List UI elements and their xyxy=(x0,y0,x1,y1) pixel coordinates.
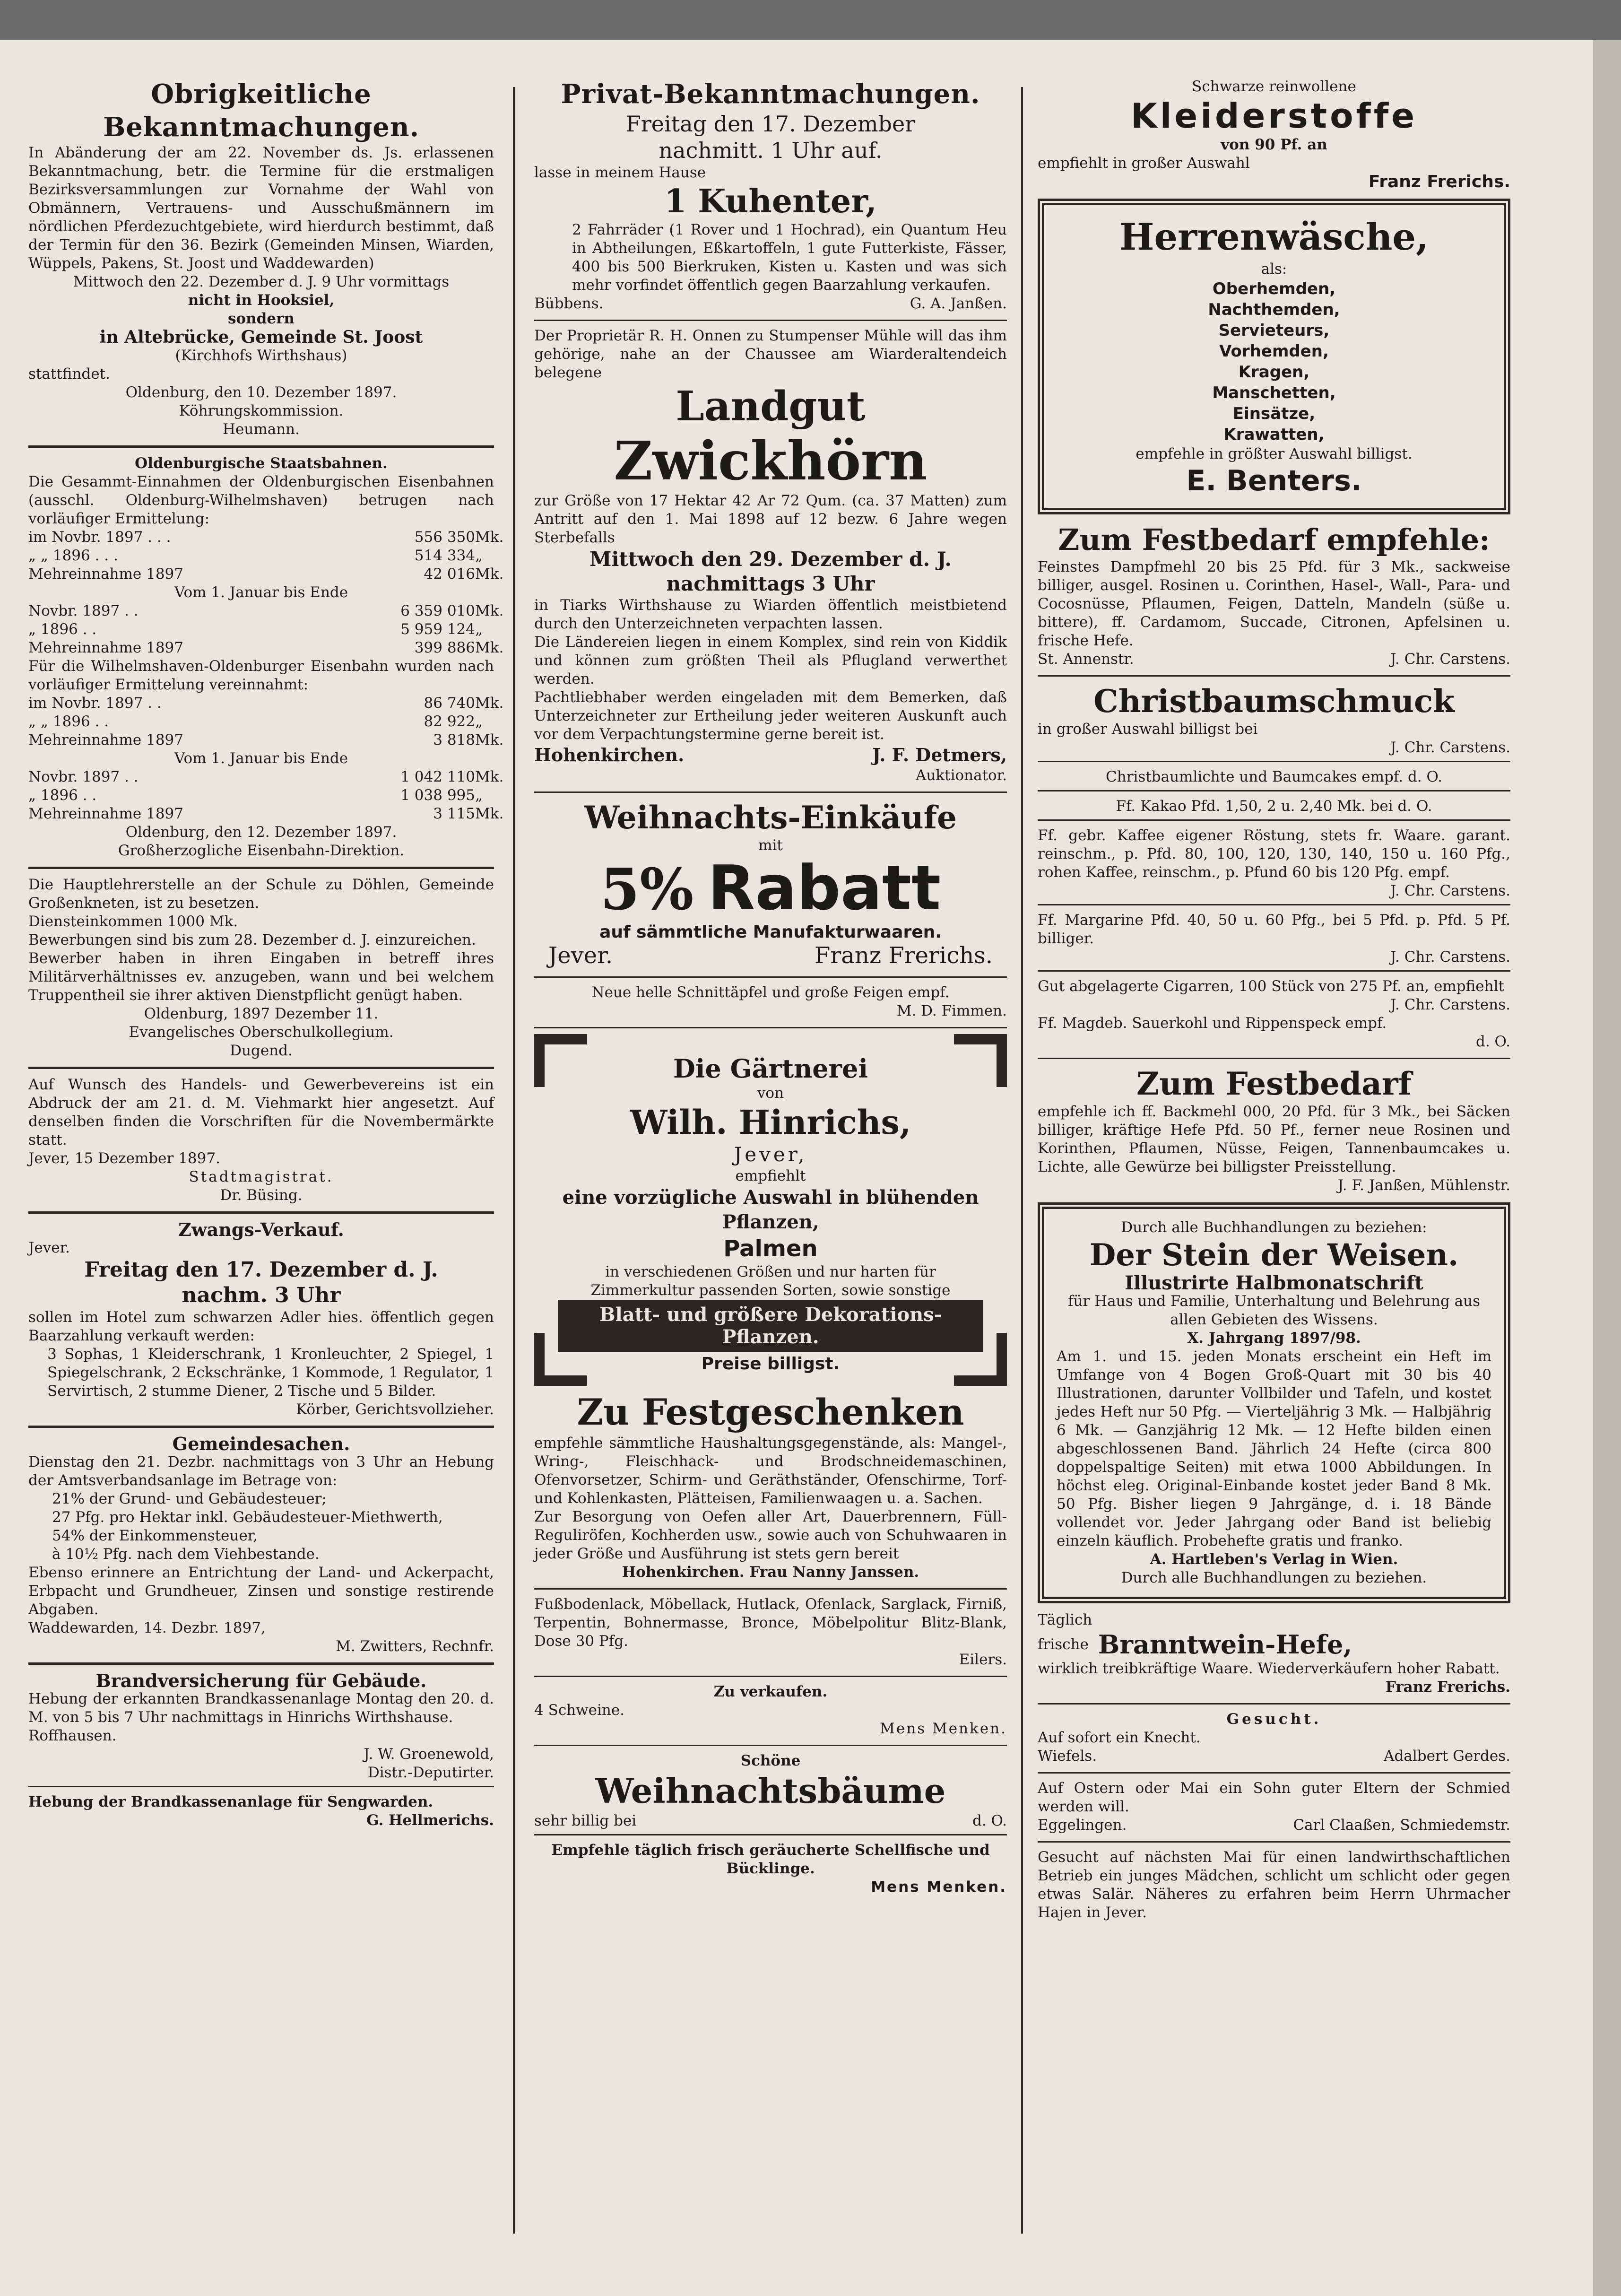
discount-percent: 5% xyxy=(600,856,694,923)
linen-ad xyxy=(1038,199,1510,514)
divider xyxy=(534,1745,1007,1746)
discount-with: mit xyxy=(758,837,783,854)
nursery-line: eine vorzügliche Auswahl in blühenden Pflanzen, xyxy=(562,1186,979,1233)
notice-signature: G. Hellmerichs. xyxy=(366,1812,494,1829)
notice-signature: M. Zwitters, Rechnfr. xyxy=(336,1638,494,1655)
column-rule xyxy=(513,87,515,2234)
notice-body: Dienstag den 21. Dezbr. nachmittags von 3 Uhr an Hebung der Amtsverbandsanlage im Betrage von: xyxy=(28,1453,494,1489)
wanted-title: Gesucht. xyxy=(1226,1711,1322,1728)
revenue-label: „ „ 1896 . . xyxy=(28,713,109,730)
divider xyxy=(28,445,494,448)
trees-title: Weihnachtsbäume xyxy=(595,1771,946,1811)
estate-lease-ad xyxy=(534,327,1007,785)
notice-place: Oldenburg, 1897 Dezember 11. xyxy=(144,1005,379,1022)
wanted-ad xyxy=(1038,1710,1510,1765)
notice-signature: Heumann. xyxy=(222,421,300,438)
notice-line: 21% der Grund- und Gebäudesteuer; xyxy=(52,1490,327,1507)
section-title: Oldenburgische Staatsbahnen. xyxy=(135,455,388,472)
notice-line: Vom 1. Januar bis Ende xyxy=(174,750,348,767)
divider xyxy=(28,1426,494,1428)
newspaper-page xyxy=(0,40,1593,2296)
festive-supplies-ad-2 xyxy=(1038,1065,1510,1195)
estate-name: Zwickhörn xyxy=(614,430,928,492)
discount-subtitle: auf sämmtliche Manufakturwaaren. xyxy=(599,922,942,942)
maid-ad xyxy=(1038,1848,1510,1922)
notice-signature: d. O. xyxy=(972,1812,1007,1829)
notice-signature: M. D. Fimmen. xyxy=(896,1002,1007,1019)
notice-place: Hohenkirchen. xyxy=(534,744,685,765)
nursery-town: Jever, xyxy=(734,1143,807,1166)
linen-list xyxy=(1057,278,1491,445)
notice-body: Die Hauptlehrerstelle an der Schule zu Döhlen, Gemeinde Großenkneten, ist zu besetzen. xyxy=(28,876,494,912)
linen-as: als: xyxy=(1261,261,1287,278)
revenue-amount: 42 016 xyxy=(424,565,475,583)
notice-body: Ebenso erinnere an Entrichtung der Land- und Ackerpacht, Erbpacht und Grundheuer, Zinsen und sonstige restirende Abgaben. xyxy=(28,1564,494,1618)
divider xyxy=(534,1676,1007,1677)
notice-body: sollen im Hotel zum schwarzen Adler hies. öffentlich gegen Baarzahlung verkauft werden: xyxy=(28,1309,494,1344)
notice-signature: J. W. Groenewold, xyxy=(364,1746,494,1763)
magazine-title: Der Stein der Weisen. xyxy=(1089,1237,1459,1273)
notice-line: Vom 1. Januar bis Ende xyxy=(174,584,348,601)
fabric-pre: Schwarze reinwollene xyxy=(1192,78,1356,95)
signature-row xyxy=(534,295,1007,313)
trees-ad xyxy=(534,1752,1007,1896)
notice-signature: Eilers. xyxy=(959,1651,1007,1668)
railway-notice xyxy=(28,454,504,860)
divider xyxy=(28,1786,494,1787)
notice-body: Bewerber haben in ihren Eingaben in betreff ihres Militärverhältnisses ev. anzugeben, wann und bei welchem Truppentheil sie ihrer aktiven Dienstpflicht genügt haben. xyxy=(28,950,494,1004)
divider xyxy=(534,1588,1007,1590)
revenue-row xyxy=(28,786,494,805)
sale-date: Freitag den 17. Dezember d. J. xyxy=(84,1258,438,1282)
nursery-ad xyxy=(534,1034,1007,1386)
magazine-ad xyxy=(1038,1202,1510,1603)
revenue-amount: 5 959 124 xyxy=(400,621,475,638)
forced-sale xyxy=(28,1220,494,1419)
revenue-label: im Novbr. 1897 . . xyxy=(28,695,162,712)
notice-signature: Köhrungskommission. xyxy=(179,402,344,419)
fabric-price: von 90 Pf. an xyxy=(1221,136,1327,153)
revenue-row xyxy=(28,713,494,731)
notice-body: 3 Sophas, 1 Kleiderschrank, 1 Kronleuchter, 2 Spiegel, 1 Spiegelschrank, 2 Eckschränke, 1 Kommode, 1 Regulator, 1 Servirtisch, 2 stumme Diener, 2 Tische und 5 Bilder. xyxy=(47,1346,494,1400)
notice-signature: J. Chr. Carstens. xyxy=(1390,996,1510,1013)
notice-place: Jever. xyxy=(548,942,613,969)
nursery-owner: Wilh. Hinrichs, xyxy=(630,1103,911,1142)
festive-title: Zum Festbedarf empfehle: xyxy=(1058,522,1490,557)
revenue-table xyxy=(28,528,504,583)
linen-item: Einsätze, xyxy=(1232,404,1316,423)
revenue-amount: 514 334 xyxy=(414,547,475,564)
notice-body: Diensteinkommen 1000 Mk. xyxy=(28,913,238,930)
nursery-line: von xyxy=(757,1085,784,1102)
teacher-vacancy xyxy=(28,876,494,1060)
notice-signature: J. F. Janßen, Mühlenstr. xyxy=(1337,1177,1510,1194)
notice-signature: J. F. Detmers, xyxy=(872,744,1007,765)
revenue-unit: „ xyxy=(475,547,483,564)
notice-line: nicht in Hooksiel, xyxy=(188,292,335,309)
nursery-title: Die Gärtnerei xyxy=(673,1053,868,1084)
notice-body: Neue helle Schnittäpfel und große Feigen empf. xyxy=(591,984,950,1001)
nursery-banner: Blatt- und größere Dekorations-Pflanzen. xyxy=(558,1300,983,1352)
notice-signature: Franz Frerichs. xyxy=(1368,172,1510,191)
municipal-notice xyxy=(28,1435,494,1656)
revenue-amount: 86 740 xyxy=(424,695,475,712)
notice-line: Gut abgelagerte Cigarren, 100 Stück von 275 Pf. an, empfiehlt xyxy=(1038,978,1504,995)
divider xyxy=(1038,675,1510,677)
middle-column xyxy=(534,78,1007,2271)
divider xyxy=(1038,970,1510,972)
revenue-unit: Mk. xyxy=(475,602,504,619)
notice-signature: Evangelisches Oberschulkollegium. xyxy=(129,1024,394,1041)
revenue-row xyxy=(28,639,504,657)
fabric-title: Kleiderstoffe xyxy=(1130,96,1418,136)
divider xyxy=(1038,819,1510,821)
notice-signature: E. Benters. xyxy=(1186,464,1362,497)
divider xyxy=(534,1834,1007,1835)
revenue-amount: 82 922 xyxy=(424,713,475,730)
notice-signature: Auktionator. xyxy=(915,767,1007,784)
notice-line: 27 Pfg. pro Hektar inkl. Gebäudesteuer-Miethwerth, xyxy=(52,1509,443,1526)
notice-signature: Dr. Büsing. xyxy=(220,1187,303,1204)
notice-signature: Mens Menken. xyxy=(880,1720,1007,1737)
page-edge xyxy=(1593,40,1621,2296)
linen-title: Herrenwäsche, xyxy=(1119,216,1429,259)
revenue-label: Mehreinnahme 1897 xyxy=(28,639,183,656)
notice-line: (Kirchhofs Wirthshaus) xyxy=(175,347,347,364)
notice-body: Die Gesammt-Einnahmen der Oldenburgischen Eisenbahnen (ausschl. Oldenburg-Wilhelmshaven) betrugen nach vorläufiger Ermittelung: xyxy=(28,473,494,527)
section-title: Obrigkeitliche Bekanntmachungen. xyxy=(103,78,420,143)
revenue-amount: 3 818 xyxy=(433,731,475,748)
notice-body: Fußbodenlack, Möbellack, Hutlack, Ofenlack, Sarglack, Firniß, Terpentin, Bohnermasse, Bronce, Möbelpolitur Blitz-Blank, Dose 30 Pfg. xyxy=(534,1596,1007,1650)
notice-line: Christbaumlichte und Baumcakes empf. d. O. xyxy=(1106,768,1442,785)
lease-time: nachmittags 3 Uhr xyxy=(666,572,875,595)
magazine-foot: Durch alle Buchhandlungen zu beziehen. xyxy=(1121,1569,1427,1586)
linen-item: Servieteurs, xyxy=(1218,321,1330,340)
revenue-amount: 3 115 xyxy=(433,805,475,822)
dress-fabric-ad xyxy=(1038,78,1510,191)
revenue-row xyxy=(28,620,494,639)
estate-title: Landgut xyxy=(676,383,866,430)
notice-line: à 10½ Pfg. nach dem Viehbestande. xyxy=(52,1546,320,1563)
revenue-table xyxy=(28,602,504,657)
notice-place: Oldenburg, den 10. Dezember 1897. xyxy=(125,384,397,401)
notice-body: sehr billig bei xyxy=(534,1812,637,1829)
notice-body: Hebung der erkannten Brandkassenanlage Montag den 20. d. M. von 5 bis 7 Uhr nachmittags in Hinrichs Wirthshause. xyxy=(28,1690,494,1726)
divider xyxy=(1038,1772,1510,1774)
revenue-row xyxy=(28,565,504,583)
divider xyxy=(534,1027,1007,1028)
nursery-line: empfiehlt xyxy=(735,1167,806,1184)
notice-body: Empfehle täglich frisch geräucherte Schellfische und Bücklinge. xyxy=(551,1842,990,1877)
notice-body: empfiehlt in großer Auswahl xyxy=(1038,155,1250,172)
notice-signature: J. Chr. Carstens. xyxy=(1390,651,1510,668)
notice-line: Ff. Margarine Pfd. 40, 50 u. 60 Pfg., bei 5 Pfd. p. Pfd. 5 Pf. billiger. xyxy=(1038,912,1510,947)
revenue-label: im Novbr. 1897 . . . xyxy=(28,529,171,546)
revenue-label: Novbr. 1897 . . xyxy=(28,768,139,785)
notice-body: Auf Wunsch des Handels- und Gewerbevereins ist ein Abdruck der am 21. d. M. Viehmarkt hier angesetzt. Auf denselben finden die Vorschriften für die Novembermärkte statt. xyxy=(28,1076,494,1148)
notice-signature: Stadtmagistrat. xyxy=(189,1168,334,1185)
signature-row xyxy=(534,941,1007,970)
notice-signature: Körber, Gerichtsvollzieher. xyxy=(296,1401,494,1418)
notice-body: empfehle ich ff. Backmehl 000, 20 Pfd. für 3 Mk., bei Säcken billiger, kräftige Hefe Pfd. 50 Pf., ferner neue Rosinen und Korinthen, Pflaumen, Nüsse, Feigen, Tannenbaumcakes u. Lichte, alle Gewürze bei billigster Preisstellung. xyxy=(1038,1103,1510,1175)
notice-body: Gesucht auf nächsten Mai für einen landwirthschaftlichen Betrieb ein junges Mädchen, schlicht um schlicht oder gegen etwas Salär. Näheres zu erfahren beim Herrn Uhrmacher Hajen in Jever. xyxy=(1038,1849,1510,1921)
official-notice xyxy=(28,78,494,439)
revenue-label: Mehreinnahme 1897 xyxy=(28,565,183,583)
revenue-label: Mehreinnahme 1897 xyxy=(28,731,183,748)
divider xyxy=(28,1211,494,1214)
gifts-title: Zu Festgeschenken xyxy=(577,1391,964,1433)
signature-row xyxy=(534,1812,1007,1830)
notice-signature: Carl Claaßen, Schmiedemstr. xyxy=(1293,1817,1510,1834)
notice-place: Oldenburg, den 12. Dezember 1897. xyxy=(125,824,397,841)
notice-line: Ff. Magdeb. Sauerkohl und Rippenspeck empf. xyxy=(1038,1015,1387,1032)
linen-item: Manschetten, xyxy=(1212,383,1336,402)
notice-signature: Distr.-Deputirter. xyxy=(367,1764,494,1781)
divider xyxy=(534,976,1007,978)
ornaments-title: Christbaumschmuck xyxy=(1093,683,1455,720)
revenue-amount: 1 038 995 xyxy=(400,787,475,804)
revenue-unit: Mk. xyxy=(475,529,504,546)
notice-signature: Franz Frerichs. xyxy=(1385,1679,1510,1696)
notice-body: in großer Auswahl billigst bei xyxy=(1038,721,1258,738)
notice-line: Täglich xyxy=(1038,1611,1092,1628)
signature-row xyxy=(1038,1816,1510,1835)
notice-signature: Großherzogliche Eisenbahn-Direktion. xyxy=(118,842,405,859)
left-column xyxy=(28,78,504,2271)
revenue-label: Mehreinnahme 1897 xyxy=(28,805,183,822)
magazine-publisher: A. Hartleben's Verlag in Wien. xyxy=(1150,1551,1398,1568)
magazine-subtitle: Illustrirte Halbmonatschrift xyxy=(1125,1272,1423,1294)
notice-line: frische xyxy=(1038,1635,1089,1653)
corner-ornament xyxy=(954,1333,1007,1386)
right-column xyxy=(1038,78,1510,2271)
nursery-palms: Palmen xyxy=(723,1235,818,1262)
revenue-label: „ „ 1896 . . . xyxy=(28,547,118,564)
revenue-unit: „ xyxy=(475,713,483,730)
revenue-row xyxy=(28,694,504,713)
corner-ornament xyxy=(534,1034,587,1087)
revenue-unit: Mk. xyxy=(475,639,504,656)
apprentice-ad xyxy=(1038,1779,1510,1835)
fire-insurance xyxy=(28,1671,494,1830)
divider xyxy=(1038,1841,1510,1843)
divider xyxy=(1038,1703,1510,1705)
fruit-ad xyxy=(534,983,1007,1020)
discount-line xyxy=(534,852,1007,924)
auction-item: 1 Kuhenter, xyxy=(664,183,877,220)
notice-body: 2 Fahrräder (1 Rover und 1 Hochrad), ein Quantum Heu in Abtheilungen, Eßkartoffeln, 1 gute Futterkiste, Fässer, 400 bis 500 Bierkruken, Kisten u. Kasten und was sich mehr vorfindet öffentlich gegen Baarzahlung verkaufen. xyxy=(572,221,1007,294)
nursery-line: in verschiedenen Größen und nur harten für Zimmerkultur passenden Sorten, sowie sonstige xyxy=(590,1263,951,1299)
revenue-label: „ 1896 . . xyxy=(28,787,97,804)
notice-place: St. Annenstr. xyxy=(1038,651,1134,668)
revenue-unit: Mk. xyxy=(475,805,504,822)
section-title: Gemeindesachen. xyxy=(172,1433,350,1454)
divider xyxy=(534,320,1007,321)
divider xyxy=(534,791,1007,793)
notice-line: in Altebrücke, Gemeinde St. Joost xyxy=(99,327,423,347)
notice-place: Eggelingen. xyxy=(1038,1817,1127,1834)
linen-item: Kragen, xyxy=(1238,363,1310,382)
revenue-row xyxy=(28,528,504,547)
notice-signature: Franz Frerichs. xyxy=(815,942,993,969)
notice-place: Wiefels. xyxy=(1038,1748,1097,1765)
lease-date: Mittwoch den 29. Dezember d. J. xyxy=(589,548,952,571)
market-notice xyxy=(28,1076,494,1205)
notice-line: Ff. Kakao Pfd. 1,50, 2 u. 2,40 Mk. bei d. O. xyxy=(1116,798,1432,815)
notice-body: Hebung der Brandkassenanlage für Sengwarden. xyxy=(28,1793,433,1810)
notice-line: Mittwoch den 22. Dezember d. J. 9 Uhr vormittags xyxy=(73,273,450,290)
revenue-amount: 6 359 010 xyxy=(400,602,475,619)
divider xyxy=(1038,761,1510,762)
notice-place: Jever, 15 Dezember 1897. xyxy=(28,1150,220,1167)
revenue-row xyxy=(28,805,504,823)
lacquer-ad xyxy=(534,1595,1007,1669)
linen-item: Oberhemden, xyxy=(1212,279,1336,298)
revenue-unit: Mk. xyxy=(475,768,504,785)
revenue-row xyxy=(28,602,504,620)
revenue-label: Novbr. 1897 . . xyxy=(28,602,139,619)
revenue-label: „ 1896 . . xyxy=(28,621,97,638)
divider xyxy=(1038,1058,1510,1059)
auction-date: Freitag den 17. Dezember xyxy=(625,111,916,137)
festive-title: Zum Festbedarf xyxy=(1136,1065,1412,1102)
discount-ad xyxy=(534,799,1007,970)
notice-body: in Tiarks Wirthshause zu Wiarden öffentlich meistbietend durch den Unterzeichneten verpachten lassen. xyxy=(534,597,1007,632)
signature-row xyxy=(534,744,1007,766)
yeast-ad xyxy=(1038,1611,1510,1696)
discount-word: Rabatt xyxy=(708,852,941,924)
notice-body: Bewerbungen sind bis zum 28. Dezember d. J. einzureichen. xyxy=(28,931,476,948)
notice-body: Die Ländereien liegen in einem Komplex, sind rein von Kiddik und können zum größten Theil als Pflugland verwerthet werden. xyxy=(534,634,1007,687)
notice-body: empfehle in größter Auswahl billigst. xyxy=(1136,445,1413,462)
divider xyxy=(1038,790,1510,791)
notice-line: stattfindet. xyxy=(28,365,110,383)
notice-body: Feinstes Dampfmehl 20 bis 25 Pfd. für 3 Mk., sackweise billiger, ausgel. Rosinen u. Corinthen, Hasel-, Wall-, Para- und Cocosnüsse, Pflaumen, Feigen, Datteln, Mandeln (süße u. bittere), ff. Cardamom, Succade, Citronen, Apfelsinen u. frische Hefe. xyxy=(1038,558,1510,649)
notice-line: Ff. gebr. Kaffee eigener Röstung, stets fr. Waare. garant. reinschm., p. Pfd. 80, 100, 120, 130, 140, 150 u. 160 Pfg., rohen Kaffee, reinschm., p. Pfund 60 bis 120 Pfg. empf. xyxy=(1038,827,1510,881)
notice-body: zur Größe von 17 Hektar 42 Ar 72 Qum. (ca. 37 Matten) zum Antritt auf den 1. Mai 1898 auf 12 bezw. 6 Jahre wegen Sterbefalls xyxy=(534,492,1007,546)
auction-time: nachmitt. 1 Uhr auf. xyxy=(659,138,883,163)
corner-ornament xyxy=(534,1333,587,1386)
section-title: Brandversicherung für Gebäude. xyxy=(95,1670,427,1691)
notice-signature: Adalbert Gerdes. xyxy=(1384,1748,1510,1765)
divider xyxy=(28,867,494,869)
notice-signature: Hohenkirchen. Frau Nanny Janssen. xyxy=(622,1564,919,1581)
notice-body: In Abänderung der am 22. November ds. Js. erlassenen Bekanntmachung, betr. die Termine für die erstmaligen Bezirksversammlungen zur Vornahme der Wahl von Obmännern, Vertrauens- und Ausschußmännern im nördlichen Pferdezuchtgebiete, wird hierdurch bestimmt, daß der Termin für den 36. Bezirk (Gemeinden Minsen, Wiarden, Wüppels, Pakens, St. Joost und Waddewarden) xyxy=(28,144,494,272)
divider xyxy=(28,1067,494,1069)
yeast-title: Branntwein-Hefe, xyxy=(1098,1629,1352,1660)
pigs-ad xyxy=(534,1683,1007,1738)
magazine-body: Am 1. und 15. jeden Monats erscheint ein Heft im Umfange von 4 Bogen Groß-Quart mit 30 bis 40 Illustrationen, darunter Vollbilder und Tafeln, und kostet jedes Heft nur 50 Pfg. — Vierteljährig 3 Mk. — Halbjährig 6 Mk. — Ganzjährig 12 Mk. — 12 Hefte bilden einen abgeschlossenen Band. Jährlich 24 Hefte (circa 800 doppelspaltige Seiten) mit etwa 1000 Abbildungen. In höchst eleg. Original-Einbande kostet jeder Band 8 Mk. 50 Pfg. Bisher liegen 9 Jahrgänge, d. i. 18 Bände vollendet vor. Jeder Jahrgang oder Band ist beliebig einzeln käuflich. Probehefte gratis und franko. xyxy=(1057,1348,1491,1549)
notice-signature: G. A. Janßen. xyxy=(910,295,1007,312)
divider xyxy=(1038,904,1510,905)
linen-item: Vorhemden, xyxy=(1219,342,1329,361)
notice-signature: J. Chr. Carstens. xyxy=(1390,882,1510,899)
notice-place: Roffhausen. xyxy=(28,1727,117,1744)
notice-signature: J. Chr. Carstens. xyxy=(1390,739,1510,756)
trees-pre: Schöne xyxy=(740,1752,801,1769)
notice-signature: d. O. xyxy=(1475,1033,1510,1050)
notice-body: Pachtliebhaber werden eingeladen mit dem Bemerken, daß Unterzeichneter zur Ertheilung jeder weiteren Auskunft auch vor dem Verpachtungstermine gerne bereit ist. xyxy=(534,689,1007,743)
linen-item: Nachthemden, xyxy=(1208,300,1340,319)
notice-place: Bübbens. xyxy=(534,295,604,312)
signature-row xyxy=(1038,1747,1510,1765)
signature-row xyxy=(1038,650,1510,669)
revenue-unit: Mk. xyxy=(475,695,504,712)
notice-signature: Dugend. xyxy=(230,1042,293,1059)
notice-line: sondern xyxy=(228,310,295,327)
revenue-row xyxy=(28,731,504,749)
notice-body: Zur Besorgung von Oefen aller Art, Dauerbrennern, Füll-Reguliröfen, Kochherden usw., sowie auch von Schuhwaaren in jeder Größe und Ausführung ist stets gern bereit xyxy=(534,1508,1007,1562)
revenue-unit: Mk. xyxy=(475,565,504,583)
revenue-amount: 1 042 110 xyxy=(400,768,475,785)
notice-line: 54% der Einkommensteuer, xyxy=(52,1527,258,1544)
notice-signature: J. Chr. Carstens. xyxy=(1390,948,1510,965)
divider xyxy=(28,1662,494,1665)
notice-place: Waddewarden, 14. Dezbr. 1897, xyxy=(28,1619,266,1636)
revenue-unit: Mk. xyxy=(475,731,504,748)
festive-supplies-ad xyxy=(1038,522,1510,669)
notice-body: 4 Schweine. xyxy=(534,1702,625,1719)
gifts-ad xyxy=(534,1391,1007,1582)
column-rule xyxy=(1021,87,1023,2234)
section-title: Zwangs-Verkauf. xyxy=(178,1219,344,1240)
yeast-title-row xyxy=(1038,1629,1510,1660)
auction-ad xyxy=(534,111,1007,313)
magazine-pre: Durch alle Buchhandlungen zu beziehen: xyxy=(1121,1219,1427,1236)
corner-ornament xyxy=(954,1034,1007,1087)
magazine-year: X. Jahrgang 1897/98. xyxy=(1187,1330,1361,1347)
revenue-amount: 399 886 xyxy=(414,639,475,656)
revenue-amount: 556 350 xyxy=(414,529,475,546)
revenue-unit: „ xyxy=(475,787,483,804)
revenue-table xyxy=(28,694,504,749)
notice-line: lasse in meinem Hause xyxy=(534,164,706,181)
nursery-prices: Preise billigst. xyxy=(701,1354,840,1374)
section-title: Privat-Bekanntmachungen. xyxy=(561,78,980,110)
notice-signature: Mens Menken. xyxy=(871,1879,1007,1896)
notice-body: Auf sofort ein Knecht. xyxy=(1038,1729,1201,1746)
notice-body: Für die Wilhelmshaven-Oldenburger Eisenbahn wurden nach vorläufiger Ermittelung vereinnahmt: xyxy=(28,658,494,693)
sale-time: nachm. 3 Uhr xyxy=(182,1283,341,1307)
magazine-line: für Haus und Familie, Unterhaltung und Belehrung aus allen Gebieten des Wissens. xyxy=(1067,1293,1480,1328)
notice-place: Jever. xyxy=(28,1239,70,1256)
notice-body: empfehle sämmtliche Haushaltungsgegenstände, als: Mangel-, Wring-, Fleischhack- und Brodschneidemaschinen, Ofenvorsetzer, Schirm- und Geräthständer, Ofenschirme, Torf- und Kohlenkasten, Plätteisen, Familienwaagen u. a. Sachen. xyxy=(534,1435,1007,1507)
notice-body: Der Proprietär R. H. Onnen zu Stumpenser Mühle will das ihm gehörige, nahe an der Chaussee am Wiarderaltendeich belegene xyxy=(534,327,1007,381)
revenue-table xyxy=(28,768,504,823)
ornaments-ad xyxy=(1038,682,1510,1051)
notice-body: wirklich treibkräftige Waare. Wiederverkäufern hoher Rabatt. xyxy=(1038,1660,1500,1677)
notice-body: Auf Ostern oder Mai ein Sohn guter Eltern der Schmied werden will. xyxy=(1038,1780,1510,1815)
linen-item: Krawatten, xyxy=(1223,425,1325,444)
revenue-row xyxy=(28,547,494,565)
revenue-row xyxy=(28,768,504,786)
discount-title: Weihnachts-Einkäufe xyxy=(584,799,957,836)
section-title: Zu verkaufen. xyxy=(713,1683,828,1700)
revenue-unit: „ xyxy=(475,621,483,638)
